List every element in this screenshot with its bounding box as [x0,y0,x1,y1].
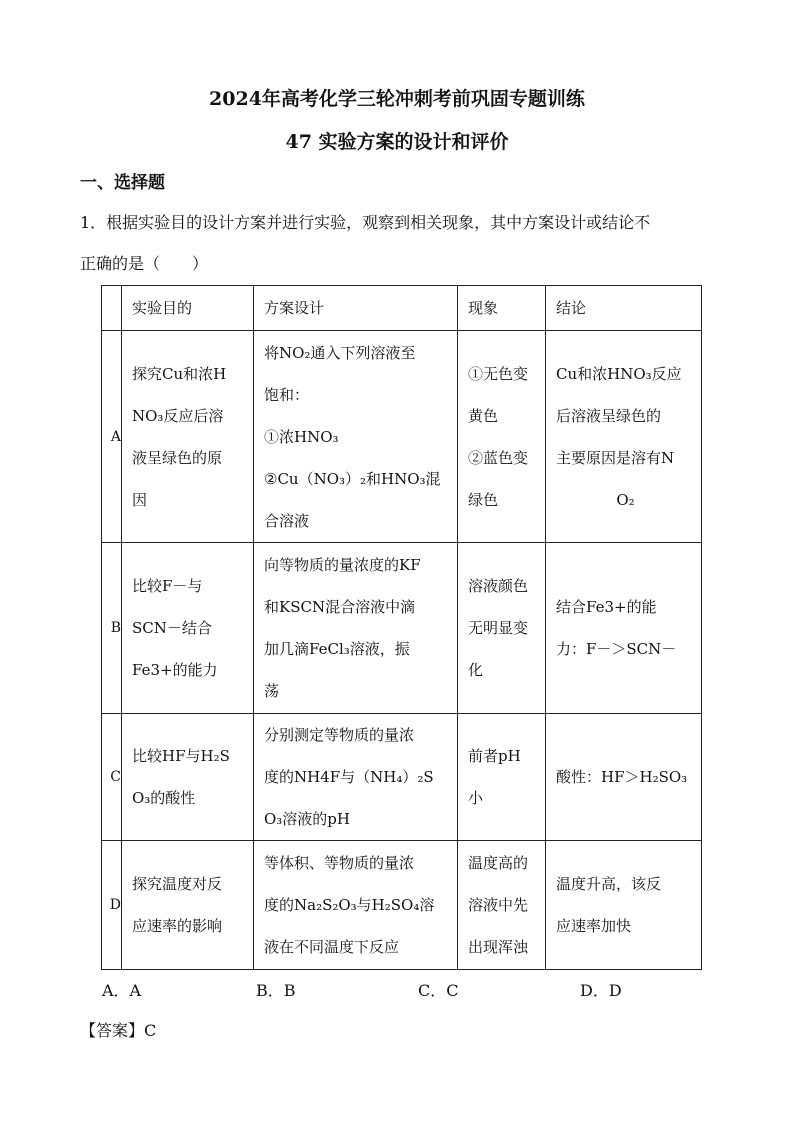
conclusion-cell [546,841,702,970]
cell-line: 液在不同温度下反应 [264,938,400,956]
cell-line: SCN－结合 [132,619,212,637]
cell-line: 荡 [264,682,280,700]
question-text-line-2: 正确的是（ ） [80,254,209,273]
answer-line: 【答案】C [80,1021,157,1040]
design-cell [254,714,458,841]
design-cell [254,841,458,970]
cell-line: O₃溶液的pH [264,810,350,828]
conclusion-cell [546,543,702,714]
conclusion-cell [546,331,702,543]
cell-line: 力：F－＞SCN－ [556,640,677,658]
cell-line: 结合Fe3+的能 [556,598,657,616]
phenomenon-cell [458,714,546,841]
table-header-row [102,286,702,331]
phenomenon-cell [458,331,546,543]
cell-line: Cu和浓HNO₃反应 [556,364,682,383]
cell-line: 等体积、等物质的量浓 [264,854,415,872]
purpose-cell [122,841,254,970]
option-b[interactable]: B．B [256,981,296,1000]
cell-line: 度的Na₂S₂O₃与H₂SO₄溶 [264,896,435,914]
cell-line: 探究温度对反 [132,875,223,893]
table-row [102,714,702,841]
table-row [102,331,702,543]
cell-line: Fe3+的能力 [132,661,218,679]
cell-line: 无明显变 [468,619,529,637]
cell-line: 将NO₂通入下列溶液至 [264,343,416,362]
document-title: 2024年高考化学三轮冲刺考前巩固专题训练 [209,88,585,110]
row-label: C [102,714,122,841]
cell-line: 前者pH [468,747,521,765]
cell-line: ②Cu（NO₃）₂和HNO₃混 [264,469,441,488]
cell-line: ①浓HNO₃ [264,427,339,446]
row-label: A [102,331,122,543]
header-cell-purpose: 实验目的 [122,286,254,331]
cell-line: ②蓝色变 [468,448,529,467]
cell-line: 温度高的 [468,854,529,872]
design-cell [254,331,458,543]
cell-line: 饱和： [264,385,310,404]
cell-line: ①无色变 [468,364,529,383]
cell-line: 比较F－与 [132,577,203,595]
cell-line: 应速率加快 [556,917,632,935]
document-subtitle: 47 实验方案的设计和评价 [285,131,509,153]
cell-line: O₂ [616,490,635,509]
cell-line: 度的NH4F与（NH₄）₂S [264,768,434,786]
cell-line: 小 [468,789,484,807]
cell-line: 化 [468,661,484,679]
cell-line: O₃的酸性 [132,789,196,807]
cell-line: 绿色 [468,490,499,509]
cell-line: NO₃反应后溶 [132,406,224,425]
header-cell-label [102,286,122,331]
cell-line: 出现浑浊 [468,938,529,956]
header-cell-phenomenon: 现象 [458,286,546,331]
cell-line: 应速率的影响 [132,917,223,935]
option-a[interactable]: A．A [102,981,142,1000]
table-row [102,543,702,714]
cell-line: 加几滴FeCl₃溶液，振 [264,640,410,658]
design-cell [254,543,458,714]
cell-line: 后溶液呈绿色的 [556,406,662,425]
cell-line: 温度升高，该反 [556,875,662,893]
cell-line: 主要原因是溶有N [556,448,675,467]
phenomenon-cell [458,543,546,714]
purpose-cell [122,714,254,841]
header-cell-design: 方案设计 [254,286,458,331]
section-heading: 一、选择题 [80,173,165,193]
option-c[interactable]: C．C [418,981,459,1000]
cell-line: 因 [132,490,148,509]
cell-line: 和KSCN混合溶液中滴 [264,598,416,616]
cell-line: 向等物质的量浓度的KF [264,556,421,574]
row-label: B [102,543,122,714]
cell-line: 探究Cu和浓H [132,364,227,383]
cell-line: 溶液颜色 [468,577,529,595]
cell-line: 溶液中先 [468,896,529,914]
cell-line: 分别测定等物质的量浓 [264,726,415,744]
option-d[interactable]: D．D [580,981,622,1000]
cell-line: 合溶液 [264,511,310,530]
table-row [102,841,702,970]
cell-line: 液呈绿色的原 [132,448,223,467]
header-cell-conclusion: 结论 [546,286,702,331]
cell-line: 酸性：HF＞H₂SO₃ [556,768,688,786]
purpose-cell [122,543,254,714]
cell-line: 黄色 [468,406,499,425]
cell-line: 比较HF与H₂S [132,747,230,765]
conclusion-cell [546,714,702,841]
phenomenon-cell [458,841,546,970]
experiment-table [101,285,702,970]
question-text-line-1: 1．根据实验目的设计方案并进行实验，观察到相关现象，其中方案设计或结论不 [80,213,651,232]
purpose-cell [122,331,254,543]
row-label: D [102,841,122,970]
